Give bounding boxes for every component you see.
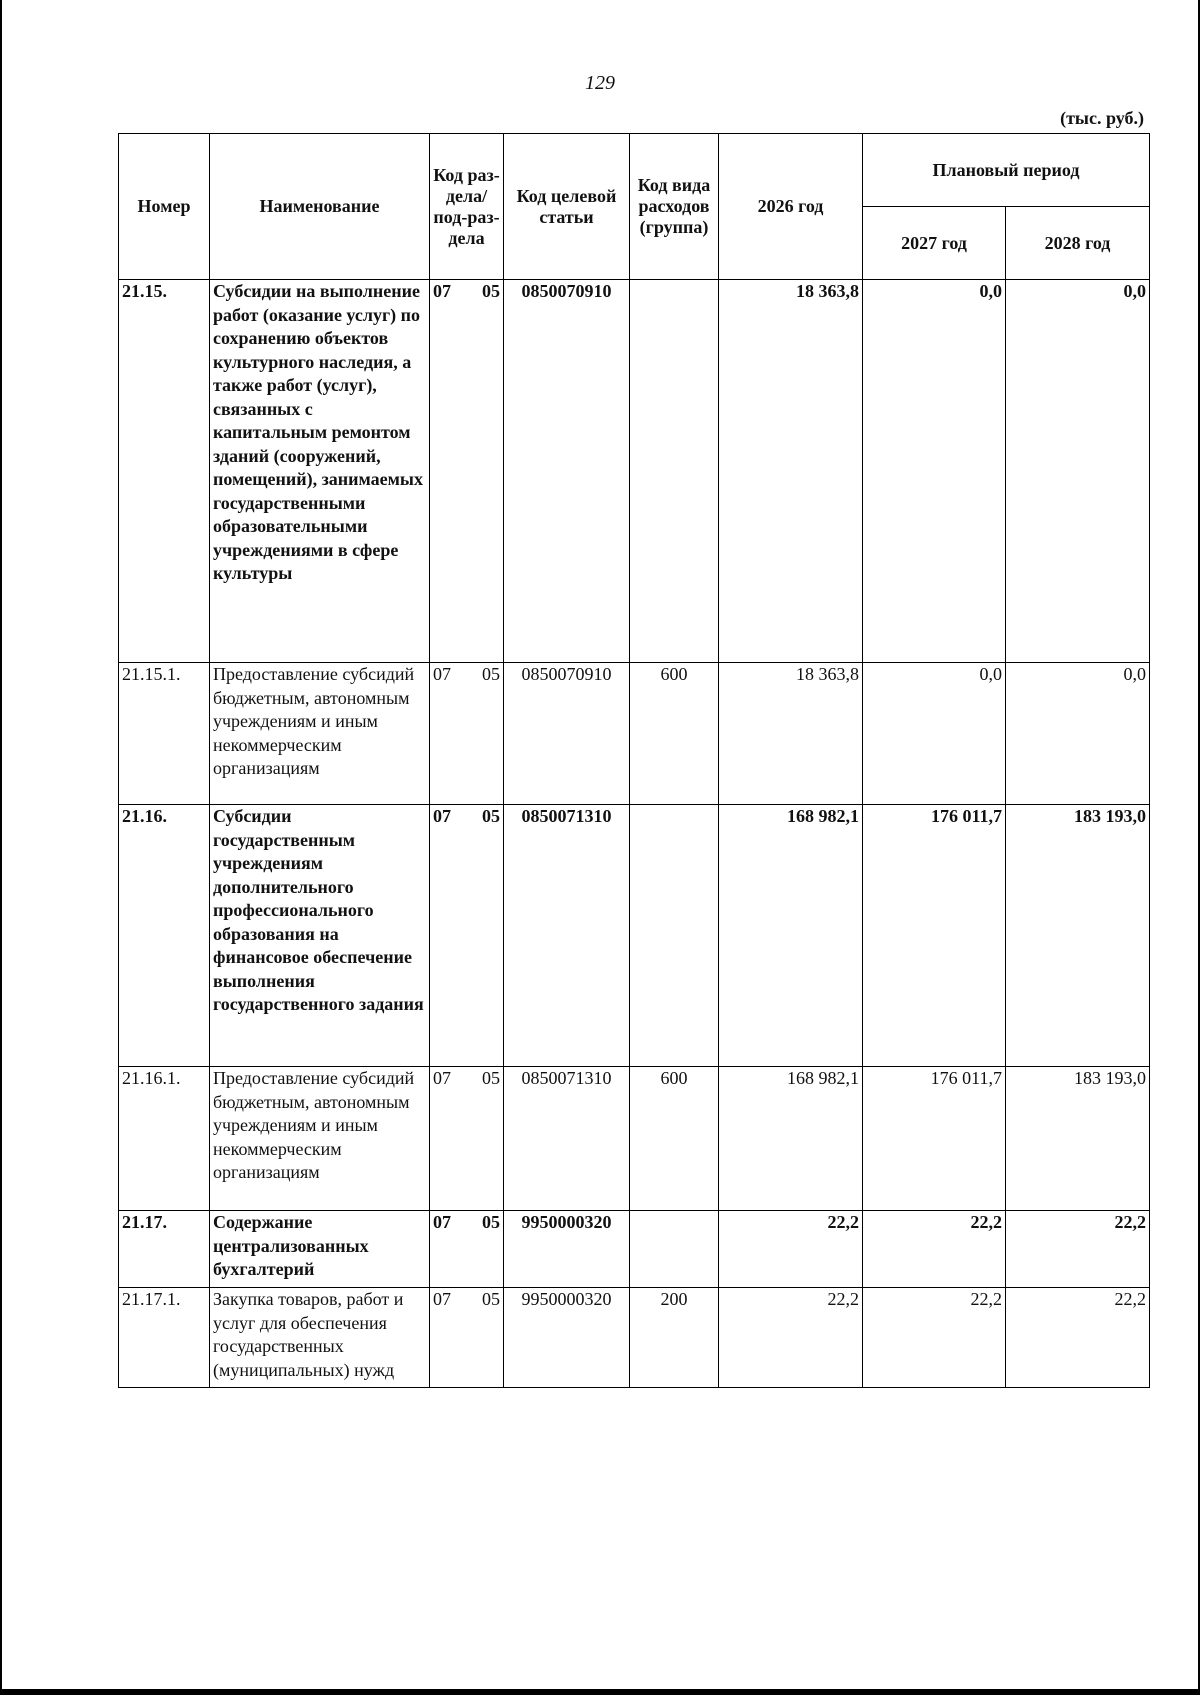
- row-name: Субсидии на выполнение работ (оказание услуг) по сохранению объектов культурного наследия, а также работ (услуг), связанных с капитальным ремонтом зданий (сооружений, помещений), занимаемых государственными образовательными учреждениями в сфере культуры: [210, 280, 430, 663]
- header-2026: 2026 год: [719, 134, 863, 280]
- row-razdel: [430, 1067, 504, 1211]
- row-razdel: [430, 1211, 504, 1288]
- razdel-code: 07: [433, 281, 451, 301]
- header-razdel: Код раз-дела/ под-раз-дела: [430, 134, 504, 280]
- row-number: 21.15.: [119, 280, 210, 663]
- razdel-code: 07: [433, 1068, 451, 1088]
- row-razdel: [430, 663, 504, 805]
- header-expense-type: Код вида расходов (группа): [630, 134, 719, 280]
- row-2027: 22,2: [863, 1211, 1006, 1288]
- row-2027: 0,0: [863, 663, 1006, 805]
- row-razdel: [430, 1288, 504, 1388]
- row-target: 0850071310: [504, 1067, 630, 1211]
- row-2026: 22,2: [719, 1288, 863, 1388]
- header-target: Код целевой статьи: [504, 134, 630, 280]
- row-2028: 22,2: [1006, 1211, 1150, 1288]
- row-2028: 22,2: [1006, 1288, 1150, 1388]
- header-plan-period: Плановый период: [863, 134, 1150, 207]
- header-name: Наименование: [210, 134, 430, 280]
- podrazdel-code: 05: [482, 664, 500, 684]
- row-name: Содержание централизованных бухгалтерий: [210, 1211, 430, 1288]
- budget-table: [118, 133, 1150, 1388]
- table-row: [119, 1211, 1150, 1288]
- row-2026: 18 363,8: [719, 663, 863, 805]
- row-name: Предоставление субсидий бюджетным, автономным учреждениям и иным некоммерческим организациям: [210, 663, 430, 805]
- podrazdel-code: 05: [482, 806, 500, 826]
- row-2028: 0,0: [1006, 663, 1150, 805]
- row-2027: 176 011,7: [863, 805, 1006, 1067]
- row-target: 0850071310: [504, 805, 630, 1067]
- table-row: [119, 1288, 1150, 1388]
- table-row: [119, 1067, 1150, 1211]
- row-2026: 18 363,8: [719, 280, 863, 663]
- row-2027: 0,0: [863, 280, 1006, 663]
- razdel-code: 07: [433, 1212, 451, 1232]
- header-2027: 2027 год: [863, 207, 1006, 280]
- row-expense-type: 600: [630, 663, 719, 805]
- row-name: Субсидии государственным учреждениям дополнительного профессионального образования на финансовое обеспечение выполнения государственного задания: [210, 805, 430, 1067]
- podrazdel-code: 05: [482, 1212, 500, 1232]
- row-target: 9950000320: [504, 1288, 630, 1388]
- row-2027: 176 011,7: [863, 1067, 1006, 1211]
- row-name: Предоставление субсидий бюджетным, автономным учреждениям и иным некоммерческим организациям: [210, 1067, 430, 1211]
- row-expense-type: 200: [630, 1288, 719, 1388]
- row-number: 21.15.1.: [119, 663, 210, 805]
- page-number: 129: [585, 72, 615, 94]
- razdel-code: 07: [433, 664, 451, 684]
- header-number: Номер: [119, 134, 210, 280]
- razdel-code: 07: [433, 806, 451, 826]
- page-border-left: [0, 0, 2, 1695]
- row-expense-type: [630, 280, 719, 663]
- row-expense-type: [630, 1211, 719, 1288]
- table-row: [119, 663, 1150, 805]
- table-row: [119, 280, 1150, 663]
- row-expense-type: [630, 805, 719, 1067]
- row-expense-type: 600: [630, 1067, 719, 1211]
- podrazdel-code: 05: [482, 1289, 500, 1309]
- row-2028: 0,0: [1006, 280, 1150, 663]
- row-razdel: [430, 805, 504, 1067]
- podrazdel-code: 05: [482, 1068, 500, 1088]
- row-target: 9950000320: [504, 1211, 630, 1288]
- row-name: Закупка товаров, работ и услуг для обеспечения государственных (муниципальных) нужд: [210, 1288, 430, 1388]
- row-2028: 183 193,0: [1006, 805, 1150, 1067]
- row-number: 21.17.: [119, 1211, 210, 1288]
- table-body: [119, 280, 1150, 1388]
- razdel-code: 07: [433, 1289, 451, 1309]
- row-number: 21.16.1.: [119, 1067, 210, 1211]
- podrazdel-code: 05: [482, 281, 500, 301]
- row-2027: 22,2: [863, 1288, 1006, 1388]
- row-2028: 183 193,0: [1006, 1067, 1150, 1211]
- row-razdel: [430, 280, 504, 663]
- table-row: [119, 805, 1150, 1067]
- row-2026: 168 982,1: [719, 805, 863, 1067]
- row-2026: 168 982,1: [719, 1067, 863, 1211]
- row-target: 0850070910: [504, 280, 630, 663]
- row-2026: 22,2: [719, 1211, 863, 1288]
- units-label: (тыс. руб.): [1060, 108, 1144, 128]
- header-2028: 2028 год: [1006, 207, 1150, 280]
- row-target: 0850070910: [504, 663, 630, 805]
- table-header: [119, 134, 1150, 280]
- row-number: 21.17.1.: [119, 1288, 210, 1388]
- row-number: 21.16.: [119, 805, 210, 1067]
- page-border-bottom: [0, 1689, 1200, 1695]
